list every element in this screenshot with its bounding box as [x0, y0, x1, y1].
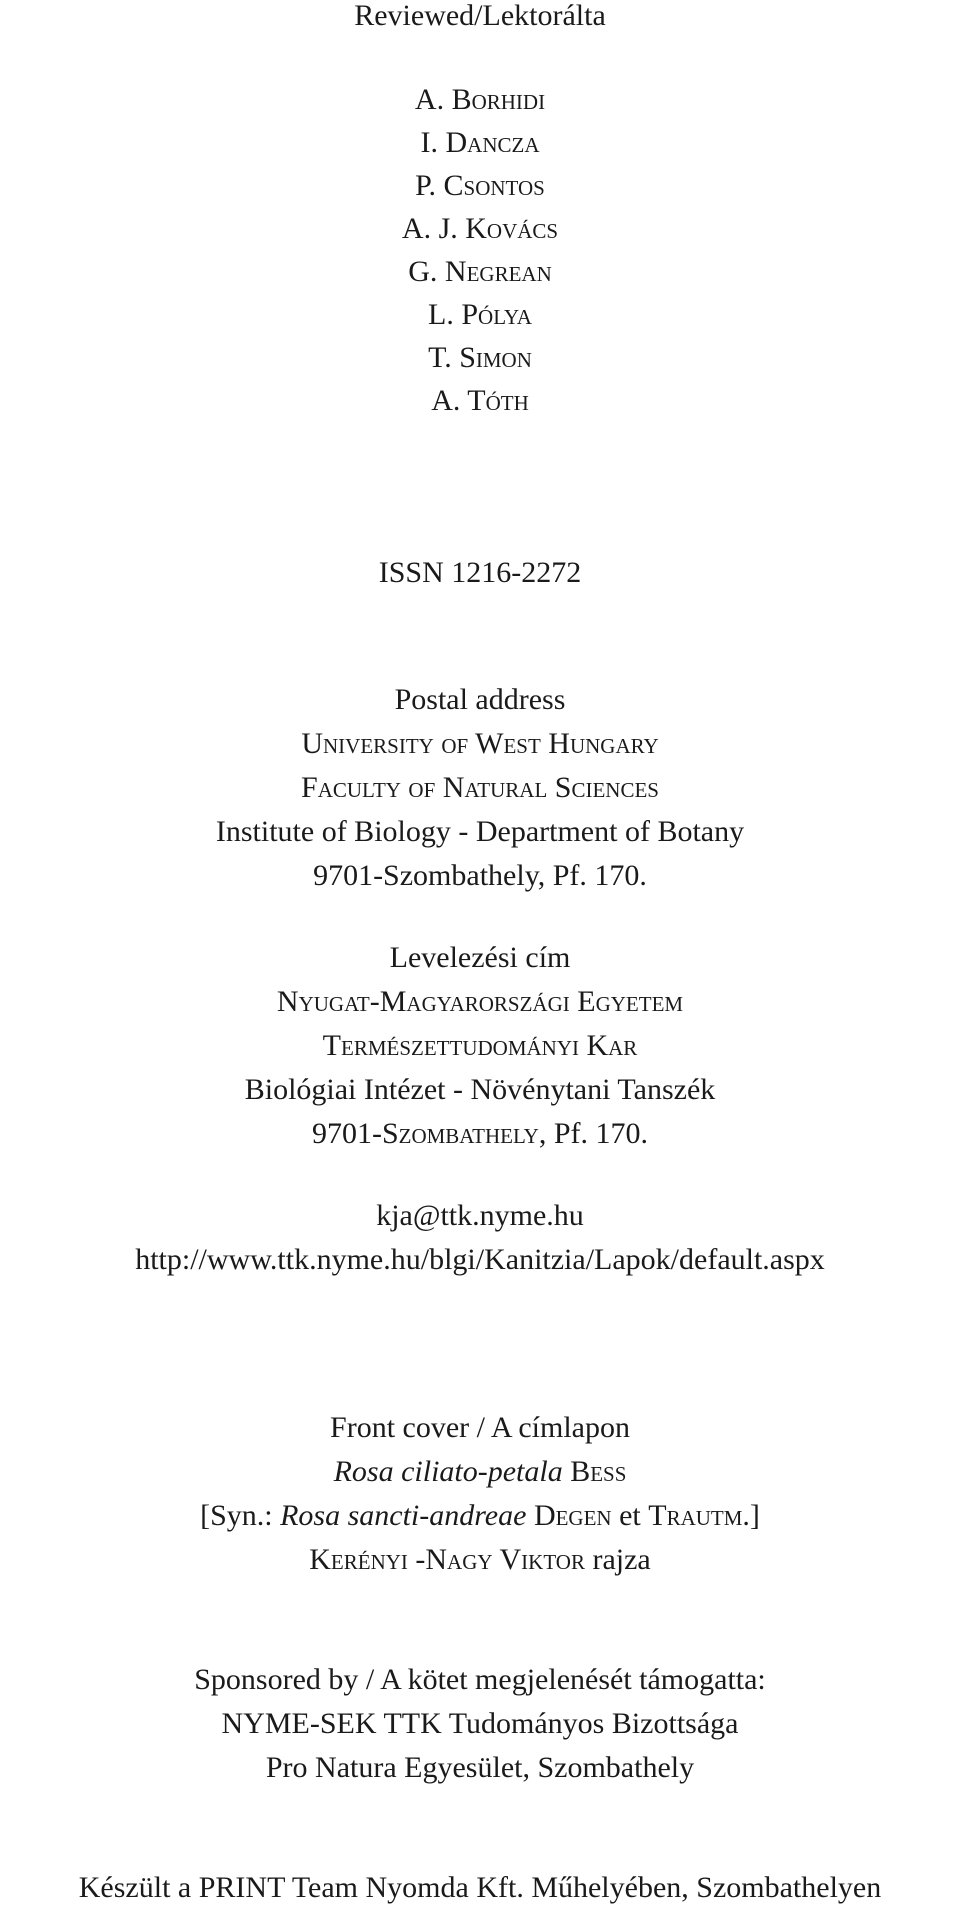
- species-author: Bess: [570, 1455, 627, 1488]
- hungarian-university: Nyugat-Magyarországi Egyetem: [276, 985, 684, 1018]
- front-cover-artist: [0, 1542, 960, 1578]
- reviewer-name: A. Borhidi: [414, 83, 546, 116]
- postal-city: 9701-Szombathely, Pf. 170.: [313, 859, 647, 892]
- artist-name: Kerényi -Nagy Viktor: [309, 1543, 585, 1576]
- hungarian-city-code: 9701-: [311, 1117, 382, 1150]
- sponsor-item: NYME-SEK TTK Tudományos Bizottsága: [221, 1707, 739, 1740]
- postal-faculty: Faculty of Natural Sciences: [301, 771, 659, 804]
- contact-url: http://www.ttk.nyme.hu/blgi/Kanitzia/Lapok/default.aspx: [135, 1243, 825, 1276]
- synonym-name: Rosa sancti-andreae: [280, 1499, 527, 1532]
- sponsors-heading: Sponsored by / A kötet megjelenését támogatta:: [194, 1663, 766, 1696]
- synonym-et: et: [611, 1499, 649, 1532]
- front-cover-synonym: [0, 1498, 960, 1534]
- hungarian-faculty: Természettudományi Kar: [322, 1029, 638, 1062]
- reviewer-name: L. Pólya: [428, 298, 532, 331]
- postal-institute: Institute of Biology - Department of Botany: [215, 815, 745, 848]
- reviewer-name: I. Dancza: [420, 126, 540, 159]
- front-cover-species: [0, 1454, 960, 1490]
- front-cover-heading: Front cover / A címlapon: [330, 1411, 630, 1444]
- hungarian-city: [0, 1116, 960, 1152]
- sponsor-item: Pro Natura Egyesület, Szombathely: [265, 1751, 695, 1784]
- synonym-prefix: [Syn.:: [200, 1499, 281, 1532]
- postal-address-heading: Postal address: [394, 683, 566, 716]
- hungarian-institute: Biológiai Intézet - Növénytani Tanszék: [244, 1073, 716, 1106]
- reviewer-name: T. Simon: [428, 341, 532, 374]
- hungarian-city-name: Szombathely: [381, 1117, 539, 1150]
- synonym-author-2: Trautm.: [648, 1499, 750, 1532]
- synonym-author-1: Degen: [533, 1499, 612, 1532]
- reviewer-name: P. Csontos: [415, 169, 545, 202]
- printer-credit: Készült a PRINT Team Nyomda Kft. Műhelyében, Szombathelyen: [78, 1871, 882, 1904]
- issn-number: ISSN 1216-2272: [378, 556, 582, 589]
- reviewer-name: G. Negrean: [408, 255, 552, 288]
- artist-suffix: rajza: [584, 1543, 651, 1576]
- hungarian-po-box: , Pf. 170.: [538, 1117, 649, 1150]
- hungarian-address-heading: Levelezési cím: [389, 941, 571, 974]
- reviewed-label: Reviewed/Lektorálta: [354, 0, 606, 32]
- species-name: Rosa ciliato-petala: [333, 1455, 563, 1488]
- postal-university: University of West Hungary: [301, 727, 659, 760]
- reviewer-name: A. J. Kovács: [401, 212, 559, 245]
- contact-email: kja@ttk.nyme.hu: [376, 1199, 584, 1232]
- reviewer-name: A. Tóth: [431, 384, 529, 417]
- synonym-suffix: ]: [749, 1499, 760, 1532]
